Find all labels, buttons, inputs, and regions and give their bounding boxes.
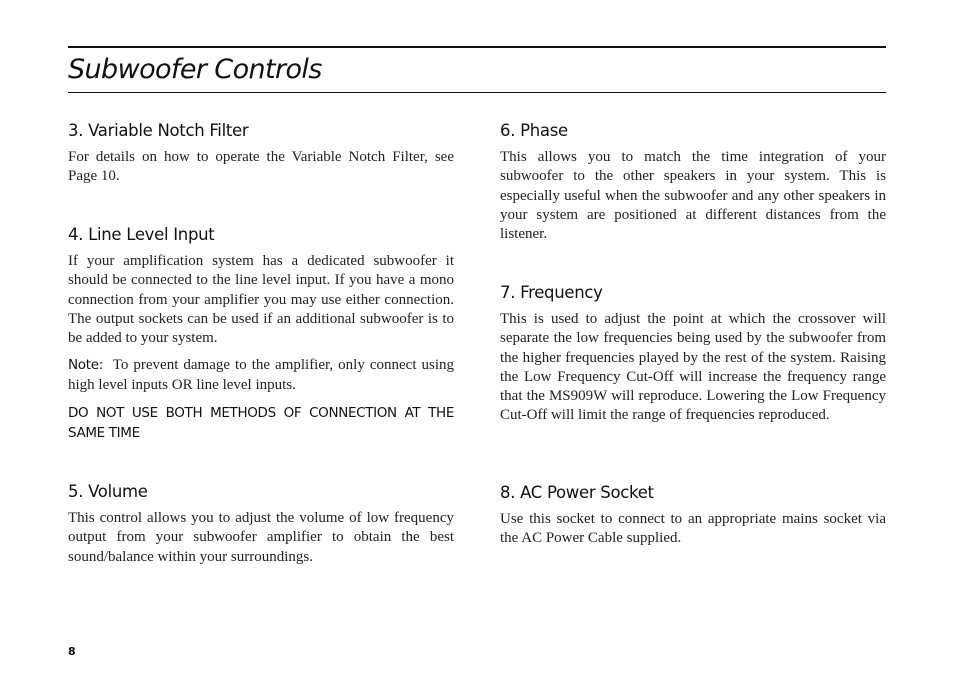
section-volume — [68, 481, 454, 567]
section-heading: 5. Volume — [68, 482, 148, 501]
section-body: If your amplification system has a dedicated subwoofer it should be connected to the line level input. If you have a mono connection from your amplifier you may use either connection. The output sockets can be used if an additional subwoofer is to be added to your system. — [68, 253, 454, 347]
section-frequency — [500, 282, 886, 426]
note-label: Note: — [68, 357, 104, 374]
section-body: This is used to adjust the point at which the crossover will separate the low frequencies being used by the subwoofer from the higher frequencies played by the rest of the system. Raising the Low Frequency Cut-Off will increase the frequency range that the MS909W will reproduce. Lowering the Low Frequency Cut-Off will limit the range of frequencies reproduced. — [500, 311, 886, 424]
section-heading: 8. AC Power Socket — [500, 483, 654, 502]
note-text: To prevent damage to the amplifier, only connect using high level inputs OR line level inputs. — [68, 357, 454, 393]
section-variable-notch-filter — [68, 120, 454, 187]
section-heading: 4. Line Level Input — [68, 225, 215, 244]
page-title: Subwoofer Controls — [68, 54, 322, 85]
page-number: 8 — [68, 645, 76, 658]
header-rule-top — [68, 46, 886, 48]
header-rule-bottom — [68, 92, 886, 93]
section-body: This control allows you to adjust the volume of low frequency output from your subwoofer amplifier to obtain the best sound/balance within your surroundings. — [68, 510, 454, 565]
section-heading: 6. Phase — [500, 121, 568, 140]
section-heading: 7. Frequency — [500, 283, 603, 302]
section-body: This allows you to match the time integration of your subwoofer to the other speakers in your system. This is especially useful when the subwoofer and any other speakers in your system are positioned at different distances from the listener. — [500, 149, 886, 243]
section-heading: 3. Variable Notch Filter — [68, 121, 249, 140]
section-line-level-input — [68, 224, 454, 443]
warning-text: DO NOT USE BOTH METHODS OF CONNECTION AT THE SAME TIME — [68, 405, 454, 441]
note-paragraph — [68, 356, 454, 395]
section-ac-power-socket — [500, 482, 886, 549]
section-phase — [500, 120, 886, 244]
section-body: For details on how to operate the Variable Notch Filter, see Page 10. — [68, 149, 454, 185]
section-body: Use this socket to connect to an appropriate mains socket via the AC Power Cable supplied. — [500, 511, 886, 547]
